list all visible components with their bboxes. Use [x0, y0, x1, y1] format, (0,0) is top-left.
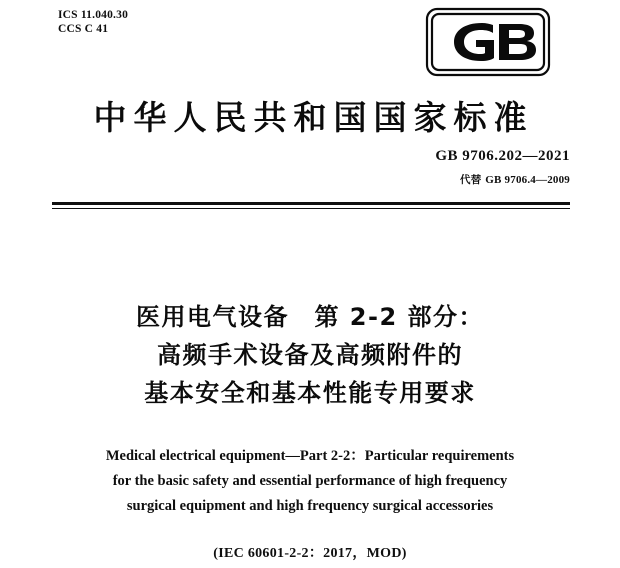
title-cn-line-2: 高频手术设备及高频附件的	[157, 341, 463, 369]
page-title: 中华人民共和国国家标准	[93, 98, 534, 137]
replaces-note	[460, 172, 570, 187]
ics-ccs-block	[58, 8, 128, 36]
iec-reference: (IEC 60601-2-2：2017，MOD)	[213, 546, 407, 561]
title-en-line-2: for the basic safety and essential performance of high frequency	[112, 473, 508, 489]
ics-code: ICS 11.040.30	[58, 9, 129, 21]
standard-number: GB 9706.202—2021	[435, 148, 570, 164]
replaces-standard-number: GB 9706.4—2009	[485, 174, 570, 186]
title-cn-line-1: 医用电气设备 第 2-2 部分：	[135, 303, 485, 331]
replaces-prefix: 代替	[460, 174, 482, 186]
divider-thin	[52, 208, 570, 209]
gb-national-standard-logo	[424, 6, 552, 78]
document-title-english	[0, 444, 620, 519]
title-en-line-1: Medical electrical equipment—Part 2-2：Particular requirements	[105, 448, 515, 464]
title-cn-line-3: 基本安全和基本性能专用要求	[144, 379, 476, 407]
ccs-code: CCS C 41	[58, 23, 109, 35]
title-en-line-3: surgical equipment and high frequency surgical accessories	[126, 498, 494, 514]
divider-thick	[52, 202, 570, 205]
document-title-chinese	[0, 298, 620, 412]
